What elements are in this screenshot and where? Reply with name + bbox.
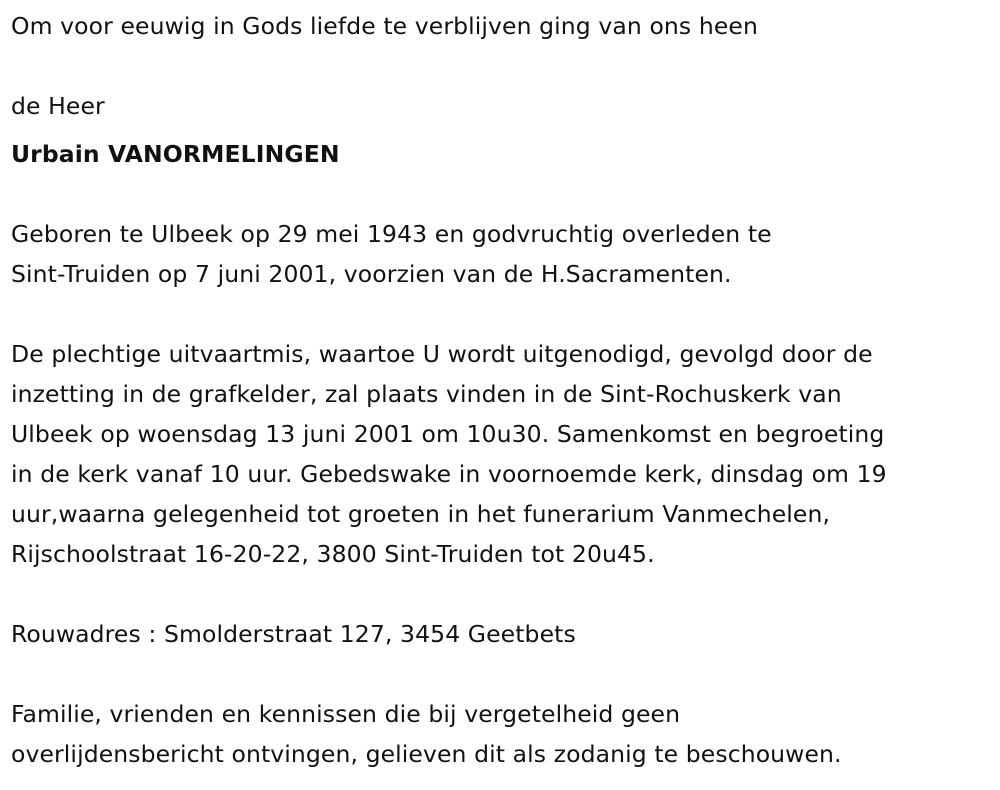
paragraph-line: Ulbeek op woensdag 13 juni 2001 om 10u30. Samenkomst en begroeting [11, 420, 885, 448]
paragraph-line: uur,waarna gelegenheid tot groeten in het funerarium Vanmechelen, [11, 500, 831, 528]
paragraph-line: inzetting in de grafkelder, zal plaats vinden in de Sint-Rochuskerk van [11, 380, 842, 408]
deceased-name: Urbain VANORMELINGEN [11, 140, 340, 168]
intro-text: Om voor eeuwig in Gods liefde te verblijven ging van ons heen [11, 12, 758, 40]
spacer [11, 174, 1000, 214]
salutation: de Heer [11, 92, 105, 120]
spacer [11, 654, 1000, 694]
paragraph-line: Rijschoolstraat 16-20-22, 3800 Sint-Truiden tot 20u45. [11, 540, 655, 568]
spacer [11, 574, 1000, 614]
closing-paragraph [11, 694, 1000, 774]
birth-death-paragraph [11, 214, 1000, 294]
paragraph-line: Geboren te Ulbeek op 29 mei 1943 en godvruchtig overleden te [11, 220, 772, 248]
mourning-address: Rouwadres : Smolderstraat 127, 3454 Geetbets [11, 620, 576, 648]
paragraph-line: overlijdensbericht ontvingen, gelieven dit als zodanig te beschouwen. [11, 740, 842, 768]
paragraph-line: Familie, vrienden en kennissen die bij vergetelheid geen [11, 700, 681, 728]
paragraph-line: De plechtige uitvaartmis, waartoe U wordt uitgenodigd, gevolgd door de [11, 340, 873, 368]
funeral-paragraph [11, 334, 1000, 574]
spacer [11, 126, 1000, 134]
paragraph-line: Sint-Truiden op 7 juni 2001, voorzien van de H.Sacramenten. [11, 260, 732, 288]
paragraph-line: in de kerk vanaf 10 uur. Gebedswake in voornoemde kerk, dinsdag om 19 [11, 460, 887, 488]
spacer [11, 294, 1000, 334]
spacer [11, 46, 1000, 86]
